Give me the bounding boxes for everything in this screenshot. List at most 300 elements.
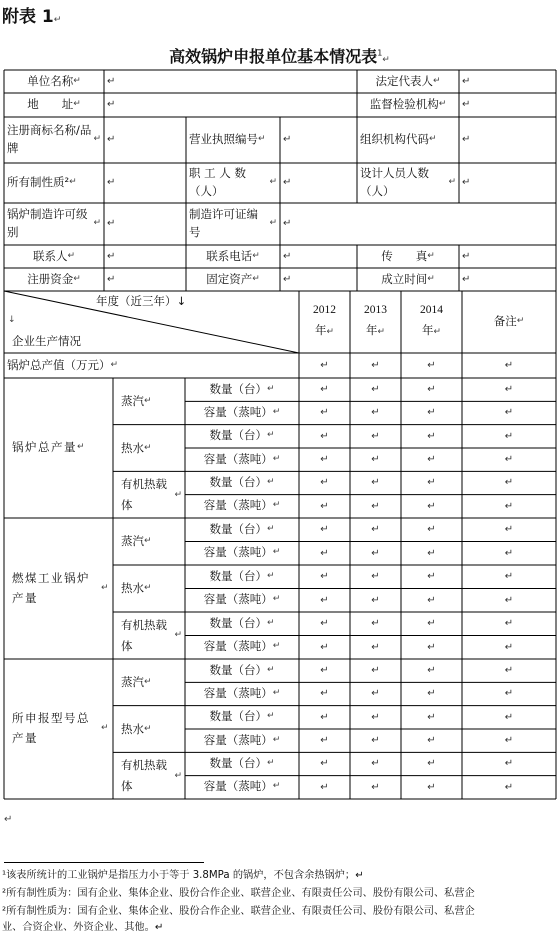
paragraph-mark: ↵ bbox=[272, 594, 281, 605]
paragraph-mark: ↵ bbox=[4, 814, 13, 825]
paragraph-mark: ↵ bbox=[320, 571, 329, 582]
value-cell-1-2-1-3[interactable] bbox=[462, 636, 556, 660]
value-cell-0-0-1-0[interactable] bbox=[299, 401, 350, 424]
value-cell-2-1-1-1[interactable] bbox=[350, 729, 401, 752]
paragraph-mark: ↵ bbox=[371, 641, 380, 653]
paragraph-mark: ↵ bbox=[272, 734, 281, 745]
measure-label-0-0-0-text: 数量（台） bbox=[209, 381, 267, 396]
value-cell-1-2-1-0[interactable] bbox=[299, 636, 350, 660]
paragraph-mark: ↵ bbox=[427, 547, 436, 559]
value-cell-2-2-0-3[interactable] bbox=[462, 752, 556, 775]
paragraph-mark: ↵ bbox=[269, 218, 277, 229]
paragraph-mark: ↵ bbox=[427, 273, 435, 284]
total-output-cell-0[interactable] bbox=[299, 353, 350, 378]
paragraph-mark: ↵ bbox=[320, 711, 329, 723]
paragraph-mark: ↵ bbox=[320, 547, 329, 559]
info-founded-field[interactable] bbox=[459, 268, 556, 291]
group-label-0-text: 锅炉总产量 bbox=[12, 440, 77, 455]
measure-label-1-2-1-text: 容量（蒸吨） bbox=[203, 639, 273, 654]
paragraph-mark: ↵ bbox=[107, 250, 116, 262]
value-cell-1-2-0-1[interactable] bbox=[350, 612, 401, 636]
value-cell-0-0-1-2[interactable] bbox=[401, 401, 462, 424]
footnote-2-continued: 业、合资企业、外资企业、其他。↵ bbox=[2, 922, 164, 933]
paragraph-mark: ↵ bbox=[283, 177, 292, 189]
paragraph-mark: ↵ bbox=[107, 273, 116, 285]
paragraph-mark: ↵ bbox=[320, 664, 329, 676]
info-legal-rep-field[interactable] bbox=[459, 70, 556, 93]
info-designer-count-field[interactable] bbox=[459, 163, 556, 203]
type-label-2-0 bbox=[113, 659, 185, 706]
value-cell-2-2-0-1[interactable] bbox=[350, 752, 401, 775]
header-production-label: 企业生产情况 bbox=[12, 334, 81, 348]
value-cell-0-0-0-3[interactable] bbox=[462, 378, 556, 401]
total-output-cell-3[interactable] bbox=[462, 353, 556, 378]
paragraph-mark: ↵ bbox=[320, 477, 329, 489]
info-trademark-field[interactable] bbox=[104, 117, 186, 163]
paragraph-mark: ↵ bbox=[144, 396, 152, 407]
paragraph-mark: ↵ bbox=[174, 770, 182, 781]
info-permit-no bbox=[186, 203, 280, 245]
paragraph-mark: ↵ bbox=[100, 723, 110, 734]
info-ownership-text: 所有制性质² bbox=[7, 175, 70, 190]
paragraph-mark: ↵ bbox=[283, 218, 292, 230]
measure-label-0-1-0-text: 数量（台） bbox=[209, 428, 267, 443]
paragraph-mark: ↵ bbox=[504, 547, 514, 559]
total-output-cell-2[interactable] bbox=[401, 353, 462, 378]
info-reg-capital-field[interactable] bbox=[104, 268, 186, 291]
paragraph-mark: ↵ bbox=[504, 477, 514, 489]
info-reg-capital bbox=[4, 268, 104, 291]
paragraph-mark: ↵ bbox=[371, 547, 380, 559]
type-label-2-1-text: 热水 bbox=[121, 721, 144, 736]
value-cell-2-2-1-2[interactable] bbox=[401, 776, 462, 799]
paragraph-mark: ↵ bbox=[144, 536, 152, 547]
type-label-2-1 bbox=[113, 706, 185, 753]
info-org-code-text: 组织机构代码 bbox=[360, 132, 429, 147]
paragraph-mark: ↵ bbox=[371, 594, 380, 606]
info-legal-rep bbox=[357, 70, 459, 93]
group-label-2-text: 所申报型号总产量 bbox=[12, 711, 90, 745]
group-label-0 bbox=[4, 378, 113, 518]
paragraph-mark: ↵ bbox=[272, 641, 281, 652]
footnote-separator bbox=[4, 862, 204, 863]
year-unit-text: 年 bbox=[314, 325, 327, 337]
group-label-1 bbox=[4, 518, 113, 659]
value-cell-0-2-1-1[interactable] bbox=[350, 495, 401, 518]
value-cell-1-1-0-3[interactable] bbox=[462, 565, 556, 589]
value-cell-1-2-0-0[interactable] bbox=[299, 612, 350, 636]
value-cell-1-1-1-1[interactable] bbox=[350, 589, 401, 613]
paragraph-mark: ↵ bbox=[320, 641, 329, 653]
paragraph-mark: ↵ bbox=[144, 723, 152, 734]
group-label-2 bbox=[4, 659, 113, 799]
measure-label-0-1-0 bbox=[185, 425, 299, 448]
paragraph-mark: ↵ bbox=[266, 711, 275, 722]
measure-label-2-1-0-text: 数量（台） bbox=[209, 709, 267, 724]
measure-label-1-1-0-text: 数量（台） bbox=[209, 568, 267, 583]
value-cell-2-2-0-0[interactable] bbox=[299, 752, 350, 775]
info-phone-text: 联系电话 bbox=[206, 248, 253, 263]
paragraph-mark: ↵ bbox=[320, 407, 329, 419]
paragraph-mark: ↵ bbox=[320, 688, 329, 700]
title-footnote-ref: 1 bbox=[377, 48, 383, 58]
value-cell-2-0-1-2[interactable] bbox=[401, 682, 462, 705]
measure-label-1-2-1 bbox=[185, 636, 299, 660]
paragraph-mark: ↵ bbox=[504, 664, 514, 676]
value-cell-1-0-0-0[interactable] bbox=[299, 518, 350, 542]
info-fixed-assets-field[interactable] bbox=[280, 268, 357, 291]
value-cell-0-1-1-3[interactable] bbox=[462, 448, 556, 471]
paragraph-mark: ↵ bbox=[504, 453, 514, 465]
paragraph-mark: ↵ bbox=[107, 134, 116, 146]
paragraph-mark: ↵ bbox=[504, 758, 514, 770]
year-value: 2012 bbox=[313, 304, 336, 316]
info-reg-capital-text: 注册资金 bbox=[27, 271, 74, 286]
value-cell-1-2-0-2[interactable] bbox=[401, 612, 462, 636]
value-cell-0-0-0-2[interactable] bbox=[401, 378, 462, 401]
paragraph-mark: ↵ bbox=[427, 664, 436, 676]
paragraph-mark: ↵ bbox=[371, 407, 380, 419]
info-unit-name bbox=[4, 70, 104, 93]
paragraph-mark: ↵ bbox=[427, 688, 436, 700]
info-org-code bbox=[357, 117, 459, 163]
paragraph-mark: ↵ bbox=[266, 617, 275, 628]
paragraph-mark: ↵ bbox=[144, 583, 152, 594]
value-cell-0-2-1-2[interactable] bbox=[401, 495, 462, 518]
value-cell-2-1-1-0[interactable] bbox=[299, 729, 350, 752]
info-address-text: 地 址 bbox=[27, 97, 74, 112]
paragraph-mark: ↵ bbox=[427, 734, 436, 746]
paragraph-mark: ↵ bbox=[266, 664, 275, 675]
paragraph-mark: ↵ bbox=[427, 359, 436, 371]
value-cell-1-1-1-0[interactable] bbox=[299, 589, 350, 613]
type-label-2-2-text: 有机热载体 bbox=[121, 757, 167, 793]
info-inspection-agency-text: 监督检验机构 bbox=[369, 97, 439, 112]
info-legal-rep-text: 法定代表人 bbox=[375, 73, 433, 88]
year-unit-text: 年 bbox=[421, 325, 434, 337]
value-cell-0-0-0-0[interactable] bbox=[299, 378, 350, 401]
value-cell-1-2-1-2[interactable] bbox=[401, 636, 462, 660]
value-cell-1-0-1-2[interactable] bbox=[401, 542, 462, 566]
info-inspection-agency-field[interactable] bbox=[459, 93, 556, 117]
info-boiler-permit-level-field[interactable] bbox=[104, 203, 186, 245]
measure-label-1-1-0 bbox=[185, 565, 299, 589]
measure-label-2-0-1-text: 容量（蒸吨） bbox=[203, 686, 273, 701]
value-cell-0-0-1-1[interactable] bbox=[350, 401, 401, 424]
value-cell-1-0-1-1[interactable] bbox=[350, 542, 401, 566]
value-cell-2-2-1-1[interactable] bbox=[350, 776, 401, 799]
measure-label-2-2-1-text: 容量（蒸吨） bbox=[203, 779, 273, 794]
paragraph-mark: ↵ bbox=[67, 250, 76, 261]
paragraph-mark: ↵ bbox=[377, 326, 386, 336]
paragraph-mark: ↵ bbox=[266, 758, 275, 769]
type-label-0-0 bbox=[113, 378, 185, 425]
paragraph-mark: ↵ bbox=[371, 711, 380, 723]
paragraph-mark: ↵ bbox=[272, 781, 281, 792]
paragraph-mark: ↵ bbox=[427, 571, 436, 582]
year-unit bbox=[401, 322, 462, 338]
paragraph-mark: ↵ bbox=[427, 758, 436, 770]
type-label-0-0-text: 蒸汽 bbox=[121, 393, 144, 408]
measure-label-2-1-1-text: 容量（蒸吨） bbox=[203, 732, 273, 747]
measure-label-1-0-1-text: 容量（蒸吨） bbox=[203, 545, 273, 560]
value-cell-2-1-1-2[interactable] bbox=[401, 729, 462, 752]
paragraph-mark: ↵ bbox=[320, 618, 329, 629]
paragraph-mark: ↵ bbox=[462, 75, 471, 87]
value-cell-2-2-0-2[interactable] bbox=[401, 752, 462, 775]
info-designer-count-text: 设计人员人数（人） bbox=[360, 166, 429, 198]
value-cell-2-0-1-0[interactable] bbox=[299, 682, 350, 705]
measure-label-1-2-0-text: 数量（台） bbox=[209, 615, 267, 630]
info-designer-count bbox=[357, 163, 459, 203]
remark-header bbox=[462, 291, 556, 353]
year-unit bbox=[299, 322, 350, 338]
measure-label-2-1-1 bbox=[185, 729, 299, 752]
paragraph-mark: ↵ bbox=[100, 582, 110, 593]
info-fixed-assets bbox=[186, 268, 280, 291]
paragraph-mark: ↵ bbox=[462, 250, 471, 262]
form-title-text: 高效锅炉申报单位基本情况表 bbox=[169, 47, 378, 66]
info-unit-name-field[interactable] bbox=[104, 70, 357, 93]
value-cell-2-0-1-1[interactable] bbox=[350, 682, 401, 705]
total-output-label bbox=[4, 353, 299, 378]
paragraph-mark: ↵ bbox=[448, 177, 456, 188]
value-cell-0-1-1-2[interactable] bbox=[401, 448, 462, 471]
footnote-2-repeat: ²所有制性质为：国有企业、集体企业、股份合作企业、联营企业、有限责任公司、股份有限公司、私营企 bbox=[2, 906, 475, 917]
value-cell-1-0-1-0[interactable] bbox=[299, 542, 350, 566]
paragraph-mark: ↵ bbox=[283, 134, 292, 146]
paragraph-mark: ↵ bbox=[462, 99, 471, 111]
value-cell-0-2-0-1[interactable] bbox=[350, 471, 401, 494]
measure-label-1-1-1 bbox=[185, 589, 299, 613]
paragraph-mark: ↵ bbox=[320, 758, 329, 770]
value-cell-1-1-1-3[interactable] bbox=[462, 589, 556, 613]
value-cell-2-2-1-0[interactable] bbox=[299, 776, 350, 799]
remark-header-text: 备注 bbox=[493, 314, 517, 329]
info-phone-field[interactable] bbox=[280, 245, 357, 268]
paragraph-mark: ↵ bbox=[272, 688, 281, 699]
paragraph-mark: ↵ bbox=[73, 75, 81, 86]
paragraph-mark: ↵ bbox=[371, 688, 380, 700]
paragraph-mark: ↵ bbox=[427, 618, 436, 629]
paragraph-mark: ↵ bbox=[53, 15, 62, 25]
paragraph-mark: ↵ bbox=[504, 711, 514, 723]
measure-label-0-1-1-text: 容量（蒸吨） bbox=[203, 451, 273, 466]
paragraph-mark: ↵ bbox=[320, 500, 329, 512]
info-founded-text: 成立时间 bbox=[381, 271, 428, 286]
value-cell-0-2-1-3[interactable] bbox=[462, 495, 556, 518]
paragraph-mark: ↵ bbox=[371, 477, 380, 489]
info-boiler-permit-level bbox=[4, 203, 104, 245]
total-output-label-text: 锅炉总产值（万元） bbox=[7, 357, 111, 372]
type-label-1-0 bbox=[113, 518, 185, 565]
paragraph-mark: ↵ bbox=[427, 477, 436, 489]
type-label-1-1 bbox=[113, 565, 185, 612]
paragraph-mark: ↵ bbox=[382, 55, 390, 65]
value-cell-0-1-0-0[interactable] bbox=[299, 425, 350, 448]
paragraph-mark: ↵ bbox=[320, 430, 329, 442]
paragraph-mark: ↵ bbox=[69, 177, 77, 188]
paragraph-mark: ↵ bbox=[371, 383, 380, 395]
value-cell-1-0-0-1[interactable] bbox=[350, 518, 401, 542]
value-cell-1-1-0-1[interactable] bbox=[350, 565, 401, 589]
value-cell-1-0-0-3[interactable] bbox=[462, 518, 556, 542]
paragraph-mark: ↵ bbox=[429, 134, 437, 145]
value-cell-0-2-0-0[interactable] bbox=[299, 471, 350, 494]
paragraph-mark: ↵ bbox=[427, 594, 436, 606]
paragraph-mark: ↵ bbox=[504, 524, 514, 535]
type-label-2-2 bbox=[113, 752, 185, 799]
paragraph-mark: ↵ bbox=[320, 781, 329, 793]
info-founded bbox=[357, 268, 459, 291]
value-cell-2-1-0-1[interactable] bbox=[350, 706, 401, 729]
year-value: 2013 bbox=[364, 304, 387, 316]
paragraph-mark: ↵ bbox=[144, 677, 152, 688]
paragraph-mark: ↵ bbox=[320, 734, 329, 746]
measure-label-2-0-0 bbox=[185, 659, 299, 682]
paragraph-mark: ↵ bbox=[427, 453, 436, 465]
value-cell-1-2-1-1[interactable] bbox=[350, 636, 401, 660]
paragraph-mark: ↵ bbox=[504, 688, 514, 700]
value-cell-0-2-0-2[interactable] bbox=[401, 471, 462, 494]
year-header-2014 bbox=[401, 304, 462, 338]
info-address-field[interactable] bbox=[104, 93, 357, 117]
info-staff-count-field[interactable] bbox=[280, 163, 357, 203]
paragraph-mark: ↵ bbox=[427, 641, 436, 653]
measure-label-1-0-0 bbox=[185, 518, 299, 542]
paragraph-mark: ↵ bbox=[320, 453, 329, 465]
info-phone bbox=[186, 245, 280, 268]
value-cell-0-0-1-3[interactable] bbox=[462, 401, 556, 424]
paragraph-mark: ↵ bbox=[258, 134, 266, 145]
value-cell-0-0-0-1[interactable] bbox=[350, 378, 401, 401]
paragraph-mark: ↵ bbox=[371, 453, 380, 465]
value-cell-2-0-0-1[interactable] bbox=[350, 659, 401, 682]
info-boiler-permit-level-text: 锅炉制造许可级别 bbox=[7, 207, 88, 239]
paragraph-mark: ↵ bbox=[427, 781, 436, 793]
value-cell-2-2-1-3[interactable] bbox=[462, 776, 556, 799]
info-trademark bbox=[4, 117, 104, 163]
footnote-1: ¹该表所统计的工业锅炉是指压力小于等于 3.8MPa 的锅炉，不包含余热锅炉；↵ bbox=[2, 870, 364, 881]
value-cell-2-1-0-2[interactable] bbox=[401, 706, 462, 729]
paragraph-mark: ↵ bbox=[427, 383, 436, 395]
value-cell-2-0-0-3[interactable] bbox=[462, 659, 556, 682]
value-cell-0-1-0-2[interactable] bbox=[401, 425, 462, 448]
paragraph-mark: ↵ bbox=[371, 571, 380, 582]
value-cell-2-0-0-2[interactable] bbox=[401, 659, 462, 682]
value-cell-0-1-0-3[interactable] bbox=[462, 425, 556, 448]
paragraph-mark: ↓ bbox=[8, 315, 16, 325]
measure-label-0-0-0 bbox=[185, 378, 299, 401]
info-org-code-field[interactable] bbox=[459, 117, 556, 163]
measure-label-2-0-0-text: 数量（台） bbox=[209, 662, 267, 677]
paragraph-mark: ↵ bbox=[504, 500, 514, 512]
measure-label-2-0-1 bbox=[185, 682, 299, 705]
paragraph-mark: ↵ bbox=[427, 500, 436, 512]
paragraph-mark: ↵ bbox=[73, 99, 81, 110]
total-output-cell-1[interactable] bbox=[350, 353, 401, 378]
value-cell-1-2-0-3[interactable] bbox=[462, 612, 556, 636]
measure-label-2-2-0-text: 数量（台） bbox=[209, 756, 267, 771]
group-label-1-text: 燃煤工业锅炉产量 bbox=[12, 570, 90, 605]
year-unit-text: 年 bbox=[365, 325, 378, 337]
paragraph-mark: ↵ bbox=[252, 273, 260, 284]
value-cell-0-2-0-3[interactable] bbox=[462, 471, 556, 494]
value-cell-1-0-1-3[interactable] bbox=[462, 542, 556, 566]
info-fax-field[interactable] bbox=[459, 245, 556, 268]
paragraph-mark: ↵ bbox=[371, 664, 380, 676]
year-value: 2014 bbox=[420, 304, 443, 316]
info-license-no-field[interactable] bbox=[280, 117, 357, 163]
paragraph-mark: ↵ bbox=[269, 177, 277, 188]
value-cell-0-1-1-0[interactable] bbox=[299, 448, 350, 471]
info-contact-field[interactable] bbox=[104, 245, 186, 268]
paragraph-mark: ↵ bbox=[427, 250, 435, 261]
paragraph-mark: ↵ bbox=[504, 641, 514, 653]
paragraph-mark: ↵ bbox=[371, 758, 380, 770]
paragraph-mark: ↵ bbox=[174, 630, 182, 641]
paragraph-mark: ↵ bbox=[371, 524, 380, 535]
paragraph-mark: ↵ bbox=[433, 326, 442, 336]
info-contact bbox=[4, 245, 104, 268]
measure-label-1-1-1-text: 容量（蒸吨） bbox=[203, 592, 273, 607]
info-permit-no-field[interactable] bbox=[280, 203, 556, 245]
paragraph-mark: ↵ bbox=[272, 500, 281, 511]
paragraph-mark: ↵ bbox=[371, 781, 380, 793]
measure-label-1-2-0 bbox=[185, 612, 299, 636]
value-cell-0-1-1-1[interactable] bbox=[350, 448, 401, 471]
measure-label-0-0-1-text: 容量（蒸吨） bbox=[203, 405, 273, 420]
paragraph-mark: ↵ bbox=[266, 477, 275, 488]
year-header-2012 bbox=[299, 304, 350, 338]
value-cell-2-0-0-0[interactable] bbox=[299, 659, 350, 682]
value-cell-1-0-0-2[interactable] bbox=[401, 518, 462, 542]
paragraph-mark: ↵ bbox=[320, 524, 329, 535]
measure-label-0-1-1 bbox=[185, 448, 299, 471]
paragraph-mark: ↵ bbox=[504, 618, 514, 629]
value-cell-2-0-1-3[interactable] bbox=[462, 682, 556, 705]
paragraph-mark: ↵ bbox=[371, 430, 380, 442]
value-cell-2-1-1-3[interactable] bbox=[462, 729, 556, 752]
paragraph-mark: ↵ bbox=[320, 383, 329, 395]
value-cell-1-1-0-2[interactable] bbox=[401, 565, 462, 589]
paragraph-mark: ↵ bbox=[144, 442, 152, 453]
paragraph-mark: ↵ bbox=[107, 218, 116, 230]
paragraph-mark: ↵ bbox=[266, 430, 275, 441]
info-address bbox=[4, 93, 104, 117]
paragraph-mark: ↵ bbox=[73, 273, 81, 284]
value-cell-1-1-1-2[interactable] bbox=[401, 589, 462, 613]
annex-text: 附表 1 bbox=[2, 7, 54, 27]
info-ownership-field[interactable] bbox=[104, 163, 186, 203]
paragraph-mark: ↵ bbox=[504, 383, 514, 395]
value-cell-2-1-0-3[interactable] bbox=[462, 706, 556, 729]
type-label-1-2 bbox=[113, 612, 185, 659]
value-cell-2-1-0-0[interactable] bbox=[299, 706, 350, 729]
footnote-2: ²所有制性质为：国有企业、集体企业、股份合作企业、联营企业、有限责任公司、股份有限公司、私营企 bbox=[2, 888, 475, 899]
paragraph-mark: ↵ bbox=[462, 273, 471, 285]
value-cell-0-1-0-1[interactable] bbox=[350, 425, 401, 448]
measure-label-0-2-1 bbox=[185, 495, 299, 518]
paragraph-mark: ↵ bbox=[462, 134, 471, 146]
value-cell-0-2-1-0[interactable] bbox=[299, 495, 350, 518]
info-fax bbox=[357, 245, 459, 268]
type-label-0-2 bbox=[113, 471, 185, 518]
info-staff-count bbox=[186, 163, 280, 203]
measure-label-0-2-0-text: 数量（台） bbox=[209, 475, 267, 490]
header-year-label: 年度（近三年）↓ bbox=[96, 294, 187, 308]
value-cell-1-1-0-0[interactable] bbox=[299, 565, 350, 589]
